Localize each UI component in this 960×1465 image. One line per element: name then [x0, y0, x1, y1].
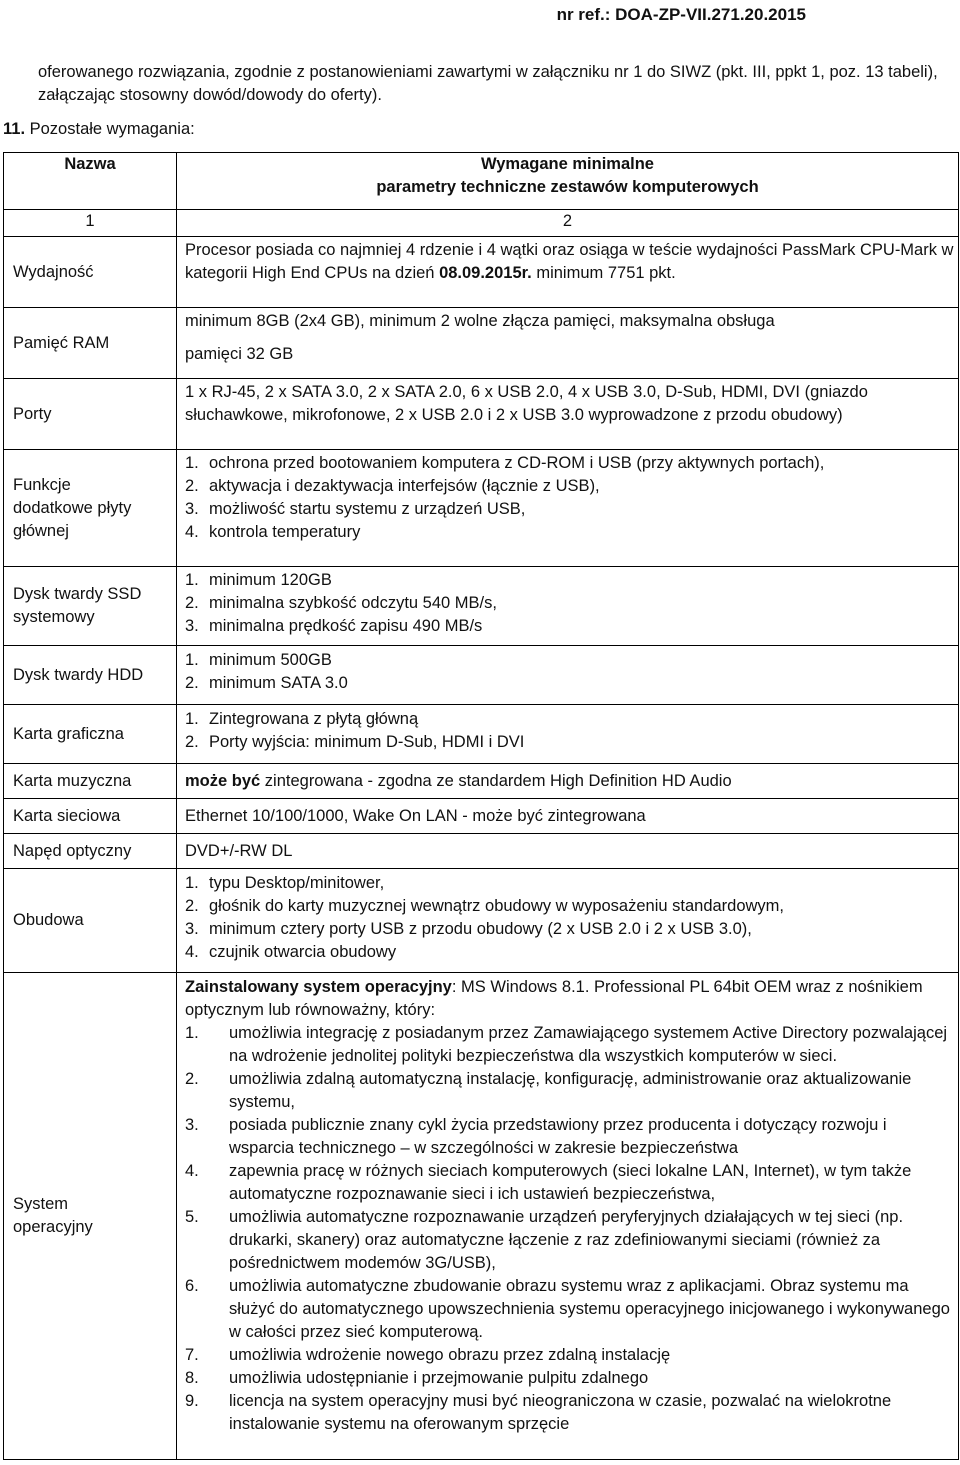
row-value [177, 973, 959, 1460]
list-item: 3. minimalna prędkość zapisu 490 MB/s [185, 617, 483, 635]
row-value [177, 705, 959, 764]
column-number-1: 1 [4, 210, 177, 237]
item-list [185, 1022, 954, 1436]
header-name: Nazwa [4, 153, 177, 210]
list-item: 1. Zintegrowana z płytą główną [185, 710, 419, 728]
table-row [4, 308, 959, 379]
table-row [4, 799, 959, 834]
list-item: 9. licencja na system operacyjny musi być nieograniczona w czasie, pozwalać na wielokrotne instalowanie systemu na oferowanym sprzęcie [185, 1392, 892, 1433]
row-name: Dysk twardy HDD [4, 646, 177, 705]
row-name-line: Dysk twardy SSD [13, 585, 142, 603]
table-row [4, 834, 959, 869]
intro-text: oferowanego rozwiązania, zgodnie z postanowieniami zawartymi w załączniku nr 1 do SIWZ (pkt. III, ppkt 1, poz. 13 tabeli), załączając stosowny dowód/dowody do oferty). [38, 63, 938, 104]
list-item: 4. czujnik otwarcia obudowy [185, 943, 397, 961]
item-list [185, 569, 954, 638]
row-value: 1 x RJ-45, 2 x SATA 3.0, 2 x SATA 2.0, 6 x USB 2.0, 4 x USB 3.0, D-Sub, HDMI, DVI (gniazdo słuchawkowe, mikrofonowe, 2 x USB 2.0 i 2 x USB 3.0 wyprowadzone z przodu obudowy) [177, 379, 959, 450]
list-item: 2. głośnik do karty muzycznej wewnątrz obudowy w wyposażeniu standardowym, [185, 897, 785, 915]
item-list [185, 649, 954, 695]
header-params-line1: Wymagane minimalne [480, 155, 654, 173]
table-row [4, 764, 959, 799]
row-value [177, 567, 959, 646]
perf-text-a: Procesor posiada co najmniej 4 rdzenie i 4 wątki oraz osiąga w teście wydajności PassMark CPU-Mark w kategorii High End CPUs na dzień [185, 241, 954, 282]
intro-paragraph [38, 61, 938, 107]
table-row [4, 450, 959, 567]
section-title: Pozostałe wymagania: [29, 120, 195, 138]
row-name-line: System [13, 1195, 69, 1213]
row-name [4, 973, 177, 1460]
row-name [4, 450, 177, 567]
row-value: Ethernet 10/100/1000, Wake On LAN - może być zintegrowana [177, 799, 959, 834]
table-row [4, 237, 959, 308]
row-name-line: operacyjny [13, 1218, 93, 1236]
list-item: 6. umożliwia automatyczne zbudowanie obrazu systemu wraz z aplikacjami. Obraz systemu ma służyć do automatycznego upowszechnienia systemu operacyjnego inicjowanego i wykonywanego w całości przez sieć komputerową. [185, 1277, 950, 1341]
os-lead [185, 976, 954, 1022]
row-value [177, 237, 959, 308]
list-item: 2. minimum SATA 3.0 [185, 674, 348, 692]
perf-date: 08.09.2015r. [439, 264, 532, 282]
header-params-line2: parametry techniczne zestawów komputerowych [376, 178, 759, 196]
list-item: 1. umożliwia integrację z posiadanym przez Zamawiającego systemem Active Directory pozwalającej na wdrożenie jednolitej polityki bezpieczeństwa dla wszystkich komputerów w sieci. [185, 1024, 948, 1065]
list-item: 2. aktywacja i dezaktywacja interfejsów (łącznie z USB), [185, 477, 600, 495]
column-number-2: 2 [177, 210, 959, 237]
row-name-line: głównej [13, 521, 69, 540]
list-item: 5. umożliwia automatyczne rozpoznawanie urządzeń peryferyjnych działających w tej sieci (np. drukarki, skanery) oraz automatyczne łączenie z raz zdefiniowanymi sieciami (również za pośrednictwem modemów 3G/USB), [185, 1208, 904, 1272]
row-name: Napęd optyczny [4, 834, 177, 869]
ram-line2: pamięci 32 GB [185, 345, 294, 363]
table-row [4, 869, 959, 973]
column-number-row [4, 210, 959, 237]
row-value [177, 764, 959, 799]
list-item: 3. możliwość startu systemu z urządzeń USB, [185, 500, 526, 518]
list-item: 1. typu Desktop/minitower, [185, 874, 385, 892]
row-name: Karta graficzna [4, 705, 177, 764]
requirements-table [3, 152, 959, 1460]
table-row [4, 646, 959, 705]
table-row [4, 567, 959, 646]
row-name: Porty [4, 379, 177, 450]
list-item: 7. umożliwia wdrożenie nowego obrazu przez zdalną instalację [185, 1346, 671, 1364]
row-name [4, 567, 177, 646]
item-list [185, 708, 954, 754]
table-row [4, 705, 959, 764]
section-heading [3, 118, 195, 141]
table-header-row [4, 153, 959, 210]
list-item: 1. ochrona przed bootowaniem komputera z CD-ROM i USB (przy aktywnych portach), [185, 454, 825, 472]
row-name: Pamięć RAM [4, 308, 177, 379]
list-item: 8. umożliwia udostępnianie i przejmowanie pulpitu zdalnego [185, 1369, 649, 1387]
list-item: 4. zapewnia pracę w różnych sieciach komputerowych (sieci lokalne LAN, Internet), w tym także automatyczne rozpoznawanie sieci i ich ustawień bezpieczeństwa, [185, 1162, 912, 1203]
table-row [4, 973, 959, 1460]
list-item: 2. Porty wyjścia: minimum D-Sub, HDMI i DVI [185, 733, 525, 751]
os-lead-rest: : MS Windows 8.1. Professional PL 64bit OEM wraz z nośnikiem optycznym lub równoważny, który: [185, 978, 923, 1019]
perf-text-c: minimum 7751 pkt. [531, 264, 676, 282]
list-item: 2. umożliwia zdalną automatyczną instalację, konfigurację, administrowanie oraz aktualizowanie systemu, [185, 1070, 912, 1111]
item-list [185, 872, 954, 964]
row-name-line: dodatkowe płyty [13, 498, 132, 517]
row-name: Karta sieciowa [4, 799, 177, 834]
list-item: 1. minimum 120GB [185, 571, 332, 589]
row-name: Wydajność [4, 237, 177, 308]
reference-number: nr ref.: DOA-ZP-VII.271.20.2015 [556, 5, 806, 24]
list-item: 2. minimalna szybkość odczytu 540 MB/s, [185, 594, 497, 612]
ram-line1: minimum 8GB (2x4 GB), minimum 2 wolne złącza pamięci, maksymalna obsługa [185, 312, 775, 330]
list-item: 3. posiada publicznie znany cykl życia przedstawiony przez producenta i dotyczący rozwoju i wsparcia technicznego – w szczególności w zakresie bezpieczeństwa [185, 1116, 887, 1157]
section-number: 11. [3, 120, 26, 138]
row-name: Karta muzyczna [4, 764, 177, 799]
row-value [177, 308, 959, 379]
row-value [177, 646, 959, 705]
row-value: DVD+/-RW DL [177, 834, 959, 869]
header-params [177, 153, 959, 210]
row-name: Obudowa [4, 869, 177, 973]
row-name-line: systemowy [13, 608, 95, 626]
list-item: 4. kontrola temperatury [185, 523, 361, 541]
row-name-line: Funkcje [13, 475, 71, 494]
list-item: 1. minimum 500GB [185, 651, 332, 669]
audio-text-a: może być [185, 771, 261, 790]
row-value [177, 450, 959, 567]
item-list [185, 452, 954, 544]
table-row [4, 379, 959, 450]
os-lead-bold: Zainstalowany system operacyjny [185, 978, 452, 996]
list-item: 3. minimum cztery porty USB z przodu obudowy (2 x USB 2.0 i 2 x USB 3.0), [185, 920, 752, 938]
audio-text-b: zintegrowana - zgodna ze standardem High Definition HD Audio [260, 771, 732, 790]
row-value [177, 869, 959, 973]
